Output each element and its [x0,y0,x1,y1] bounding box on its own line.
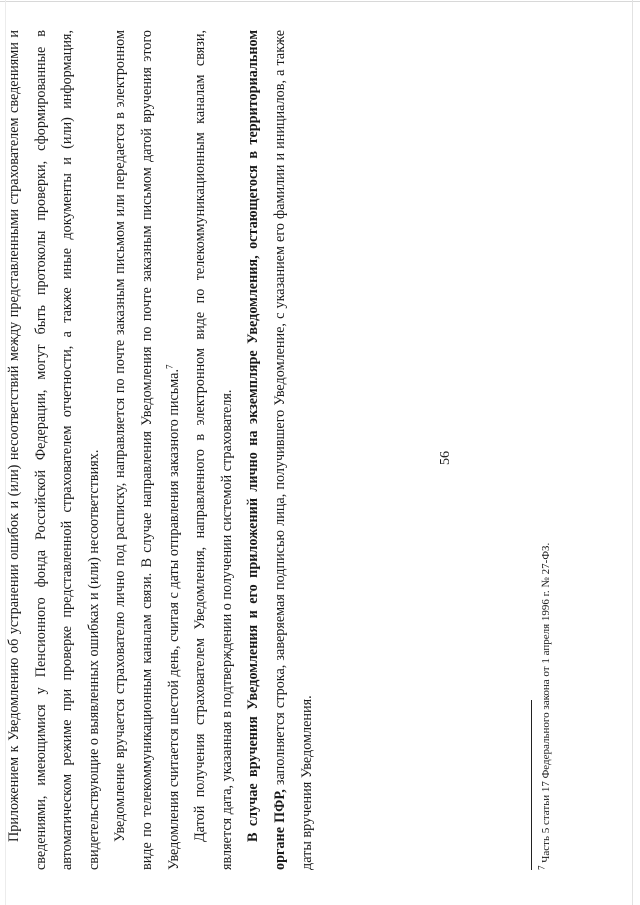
paragraph-receipt-date [187,30,240,870]
paragraph-lead-text: В случае вручения Уведомления и его приложений лично на экземпляре Уведомления, остающегося в территориальном органе ПФР, [245,30,288,870]
paragraph-text: Датой получения страхователем Уведомления, направленного в электронном виде по телекоммуникационным каналам связи, является дата, указанная в подтверждении о получении системой страхователя. [192,30,235,870]
footnote-divider [531,700,532,870]
paragraph-text: Приложением к Уведомлению об устранении ошибок и (или) несоответствий между представленными страхователем сведениями и сведениями, имеющимися у Пенсионного фонда Российской Федерации, могут быть протоколы проверки, сформированные в автоматическом режиме при проверке представленной страхователем отчетности, а также иные документы и (или) информация, свидетельствующие о выявленных ошибках и (или) несоответствиях. [6,30,102,870]
footnote-marker: 7 [536,865,547,870]
scan-edge-right [632,0,633,905]
footnote [536,30,553,870]
paragraph-text: Уведомление вручается страхователю лично под расписку, направляется по почте заказным письмом или передается в электронном виде по телекоммуникационным каналам связи. В случае направления Уведомления по почте заказным письмом датой вручения этого Уведомления считается шестой день, считая с даты отправления заказного письма. [112,30,182,870]
paragraph-text: заполняется строка, заверяемая подписью лица, получившего Уведомление, с указанием его фамилии и инициалов, а также даты вручения Уведомления. [271,30,315,870]
page-number: 56 [438,451,453,465]
document-body [1,30,320,870]
paragraph-delivery [107,30,187,870]
rotated-page-content [1,30,581,870]
scan-edge-top [0,1,640,2]
footnote-reference: 7 [163,364,174,369]
paragraph-personal-delivery [240,30,320,870]
paragraph-attachments [1,30,107,870]
footnote-text: Часть 5 статьи 17 Федерального закона от 1 апреля 1996 г. № 27-ФЗ. [540,542,552,866]
